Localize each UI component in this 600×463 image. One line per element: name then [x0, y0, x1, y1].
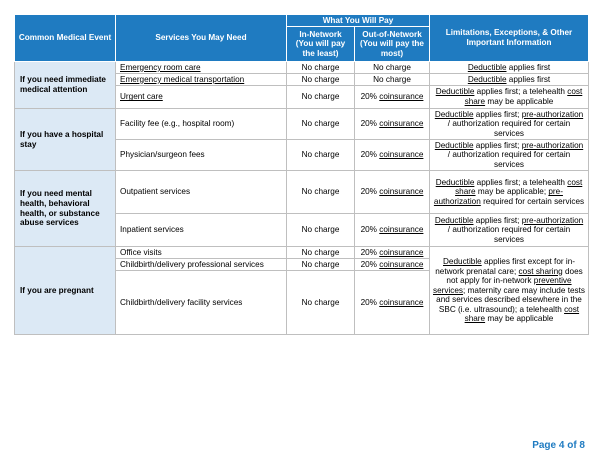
limitations: Deductible applies first; pre-authorization / authorization required for certain services — [430, 140, 589, 171]
service-label: Office visits — [116, 247, 287, 259]
table-row — [15, 62, 589, 74]
glossary-link[interactable]: pre-authorization — [521, 215, 584, 225]
glossary-link[interactable]: Deductible — [435, 177, 475, 187]
event-emergency: If you need immediate medical attention — [15, 62, 116, 109]
benefits-table — [14, 14, 589, 335]
event-pregnant: If you are pregnant — [15, 247, 116, 335]
glossary-link[interactable]: Deductible — [434, 140, 474, 150]
glossary-link[interactable]: cost share — [455, 177, 583, 197]
in-network-cost: No charge — [287, 140, 355, 171]
event-hospital: If you have a hospital stay — [15, 109, 116, 171]
glossary-link[interactable]: cost share — [464, 304, 580, 324]
glossary-link[interactable]: Deductible — [467, 62, 507, 72]
service-label: Childbirth/delivery facility services — [116, 271, 287, 335]
glossary-link[interactable]: coinsurance — [379, 150, 424, 160]
out-network-cost: 20% coinsurance — [355, 171, 430, 214]
out-network-cost: 20% coinsurance — [355, 247, 430, 259]
out-network-cost: 20% coinsurance — [355, 109, 430, 140]
in-network-cost: No charge — [287, 62, 355, 74]
glossary-link[interactable]: coinsurance — [379, 247, 424, 257]
service-link[interactable]: Emergency room care — [120, 62, 201, 72]
header-in-network: In-Network (You will pay the least) — [287, 27, 355, 62]
table-row — [15, 171, 589, 214]
glossary-link[interactable]: Deductible — [435, 87, 475, 97]
in-network-cost: No charge — [287, 247, 355, 259]
glossary-link[interactable]: cost sharing — [518, 266, 563, 276]
glossary-link[interactable]: coinsurance — [379, 119, 424, 129]
out-network-cost: 20% coinsurance — [355, 214, 430, 247]
glossary-link[interactable]: coinsurance — [379, 297, 424, 307]
out-network-cost: 20% coinsurance — [355, 271, 430, 335]
header-event: Common Medical Event — [15, 15, 116, 62]
glossary-link[interactable]: cost share — [464, 87, 583, 106]
limitations: Deductible applies first; pre-authorization / authorization required for certain services — [430, 214, 589, 247]
service-link[interactable]: Emergency medical transportation — [120, 74, 245, 84]
service-label: Facility fee (e.g., hospital room) — [116, 109, 287, 140]
service-label: Inpatient services — [116, 214, 287, 247]
in-network-cost: No charge — [287, 86, 355, 109]
in-network-cost: No charge — [287, 214, 355, 247]
glossary-link[interactable]: coinsurance — [379, 187, 424, 197]
header-limitations: Limitations, Exceptions, & Other Important Information — [430, 15, 589, 62]
in-network-cost: No charge — [287, 171, 355, 214]
out-network-cost: No charge — [355, 62, 430, 74]
in-network-cost: No charge — [287, 74, 355, 86]
header-out-network: Out-of-Network (You will pay the most) — [355, 27, 430, 62]
glossary-link[interactable]: coinsurance — [379, 92, 424, 102]
event-mental-health: If you need mental health, behavioral health, or substance abuse services — [15, 171, 116, 247]
out-network-cost: 20% coinsurance — [355, 259, 430, 271]
out-network-cost: 20% coinsurance — [355, 140, 430, 171]
service-label: Outpatient services — [116, 171, 287, 214]
glossary-link[interactable]: Deductible — [467, 74, 507, 84]
glossary-link[interactable]: Deductible — [443, 256, 482, 266]
glossary-link[interactable]: pre-authorization — [521, 140, 584, 150]
limitations: Deductible applies first except for in-network prenatal care; cost sharing does not apply for in-network preventive services; maternity care may include tests and services described elsewhere in the SBC (i.e. ultrasound); a telehealth cost share may be applicable — [430, 247, 589, 335]
in-network-cost: No charge — [287, 271, 355, 335]
table-row — [15, 109, 589, 140]
out-network-cost: 20% coinsurance — [355, 86, 430, 109]
glossary-link[interactable]: pre-authorization — [521, 109, 584, 119]
service-label: Physician/surgeon fees — [116, 140, 287, 171]
limitations: Deductible applies first; a telehealth cost share may be applicable; pre-authorization required for certain services — [430, 171, 589, 214]
glossary-link[interactable]: coinsurance — [379, 225, 424, 235]
glossary-link[interactable]: Deductible — [434, 215, 474, 225]
out-network-cost: No charge — [355, 74, 430, 86]
in-network-cost: No charge — [287, 259, 355, 271]
service-link[interactable]: Urgent care — [120, 92, 163, 102]
header-what-you-pay: What You Will Pay — [287, 15, 430, 27]
glossary-link[interactable]: Deductible — [434, 109, 474, 119]
service-label: Childbirth/delivery professional services — [116, 259, 287, 271]
header-services: Services You May Need — [116, 15, 287, 62]
limitations: Deductible applies first; pre-authorization / authorization required for certain services — [430, 109, 589, 140]
table-row — [15, 247, 589, 259]
limitations: Deductible applies first — [430, 74, 589, 86]
page-number: Page 4 of 8 — [532, 440, 585, 451]
glossary-link[interactable]: coinsurance — [379, 259, 424, 269]
glossary-link[interactable]: preventive services — [433, 276, 572, 295]
limitations: Deductible applies first; a telehealth cost share may be applicable — [430, 86, 589, 109]
limitations: Deductible applies first — [430, 62, 589, 74]
glossary-link[interactable]: pre-authorization — [433, 187, 563, 206]
in-network-cost: No charge — [287, 109, 355, 140]
